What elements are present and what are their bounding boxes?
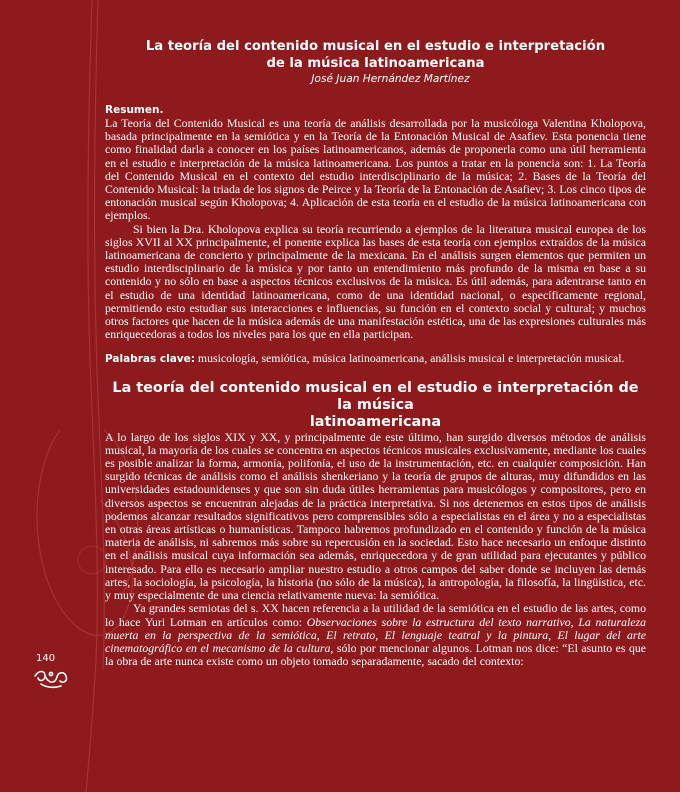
abstract-paragraph-2: Si bien la Dra. Kholopova explica su teoría recurriendo a ejemplos de la literatura musical europea de los siglos XVII al XX principalmente, el ponente explica las bases de esta teoría con ejemplos extraídos de la música latinoamericana de concierto y principalmente de la mexicana. En el análisis surgen elementos que permiten un estudio interdisciplinario de la música y por tanto un entendimiento más profundo de la misma en base a su contenido y no sólo en base a aspectos técnicos exclusivos de la música. Es útil además, para adentrarse tanto en el estudio de una identidad latinoamericana, como de una identidad nacional, o específicamente regional, permitiendo esto estudiar sus interacciones e influencias, su función en el contexto social y cultural; y muchos otros factores que hacen de la música además de una manifestación estética, una de las expresiones culturales más enriquecedoras a todos los niveles para los que en ella participan.	[105, 221, 646, 342]
abstract-heading: Resumen.	[105, 104, 164, 116]
section-heading-line-1: La teoría del contenido musical en el estudio e interpretación de la música	[112, 379, 639, 413]
section-paragraph-2	[105, 602, 646, 668]
section-heading	[105, 380, 646, 431]
article-title-line-2: de la música latinoamericana	[266, 56, 485, 71]
ornament-icon	[33, 668, 69, 690]
page-number: 140	[36, 653, 56, 664]
article-author: José Juan Hernández Martínez	[311, 73, 470, 85]
article-page	[105, 38, 646, 668]
section-heading-line-2: latinoamericana	[309, 413, 442, 430]
article-title	[105, 38, 646, 72]
article-title-line-1: La teoría del contenido musical en el estudio e interpretación	[145, 39, 606, 54]
abstract-paragraph-1: La Teoría del Contenido Musical es una teoría de análisis desarrollada por la musicóloga Valentina Kholopova, basada principalmente en la semiótica y en la Teoría de la Entonación Musical de Asafiev. Esta ponencia tiene como finalidad darla a conocer en los países latinoamericanos, además de proponerla como una útil herramienta en el estudio e interpretación de la música latinoamericana. Los puntos a tratar en la ponencia son: 1. La Teoría del Contenido Musical en el contexto del estudio interdisciplinario de la música; 2. Bases de la Teoría del Contenido Musical: la triada de los signos de Peirce y la Teoría de la Entonación de Asafiev; 3. Los cinco tipos de entonación musical según Kholopova; 4. Aplicación de esta teoría en el estudio de la música latinoamericana con ejemplos.	[105, 116, 646, 223]
keywords-label: Palabras clave:	[105, 353, 195, 366]
section-paragraph-1: A lo largo de los siglos XIX y XX, y principalmente de este último, han surgido diversos métodos de análisis musical, la mayoría de los cuales se concentra en aspectos técnicos musicales exclusivamente, mediante los cuales es posible analizar la forma, armonía, polifonía, el uso de la instrumentación, etc. en cualquier composición. Han surgido técnicas de análisis como el análisis shenkeriano y la teoría de grupos de alturas, muy difundidos en las universidades estadounidenses y que son sin duda útiles herramientas para musicólogos y compositores, pero en diversos aspectos se encuentran alejadas de la práctica interpretativa. Si nos detenemos en estos tipos de análisis podemos alcanzar resultados significativos pero comprensibles sólo a especialistas en el área y no a especialistas en otras áreas artísticas o humanísticas. Tampoco habremos profundizado en el contenido y función de la música materia de análisis, ni sabremos más sobre su repercusión en la sociedad. Esto hace necesario un enfoque distinto en el análisis musical cuya información sea además, enriquecedora y de gran utilidad para ejecutantes y público interesado. Para ello es necesario ampliar nuestro estudio a otros campos del saber donde se incluyen las demás artes, la sociología, la psicología, la historia (no sólo de la música), la antropología, la filosofía, la lingüística, etc. y muy especialmente de una ciencia relativamente nueva: la semiótica.	[105, 429, 646, 603]
keywords-text: musicología, semiótica, música latinoamericana, análisis musical e interpretación musical.	[197, 351, 625, 366]
keywords	[105, 352, 646, 366]
section-paragraph-2-start: Ya grandes semiotas del s. XX hacen referencia a la utilidad de la semiótica en el estudio de las artes, como lo hace Yuri Lotman en artículos como:	[105, 601, 646, 629]
section-paragraph-2-end: , sólo por mencionar algunos. Lotman nos dice: “El asunto es que la obra de arte nunca existe como un objeto tomado separadamente, sacado del contexto:	[105, 640, 647, 669]
lotman-titles: Observaciones sobre la estructura del texto narrativo, La naturaleza muerta en la perspectiva de la semiótica, El retrato, El lenguaje teatral y la pintura, El lugar del arte cinematográfico en el mecanismo de la cultura	[105, 614, 646, 655]
